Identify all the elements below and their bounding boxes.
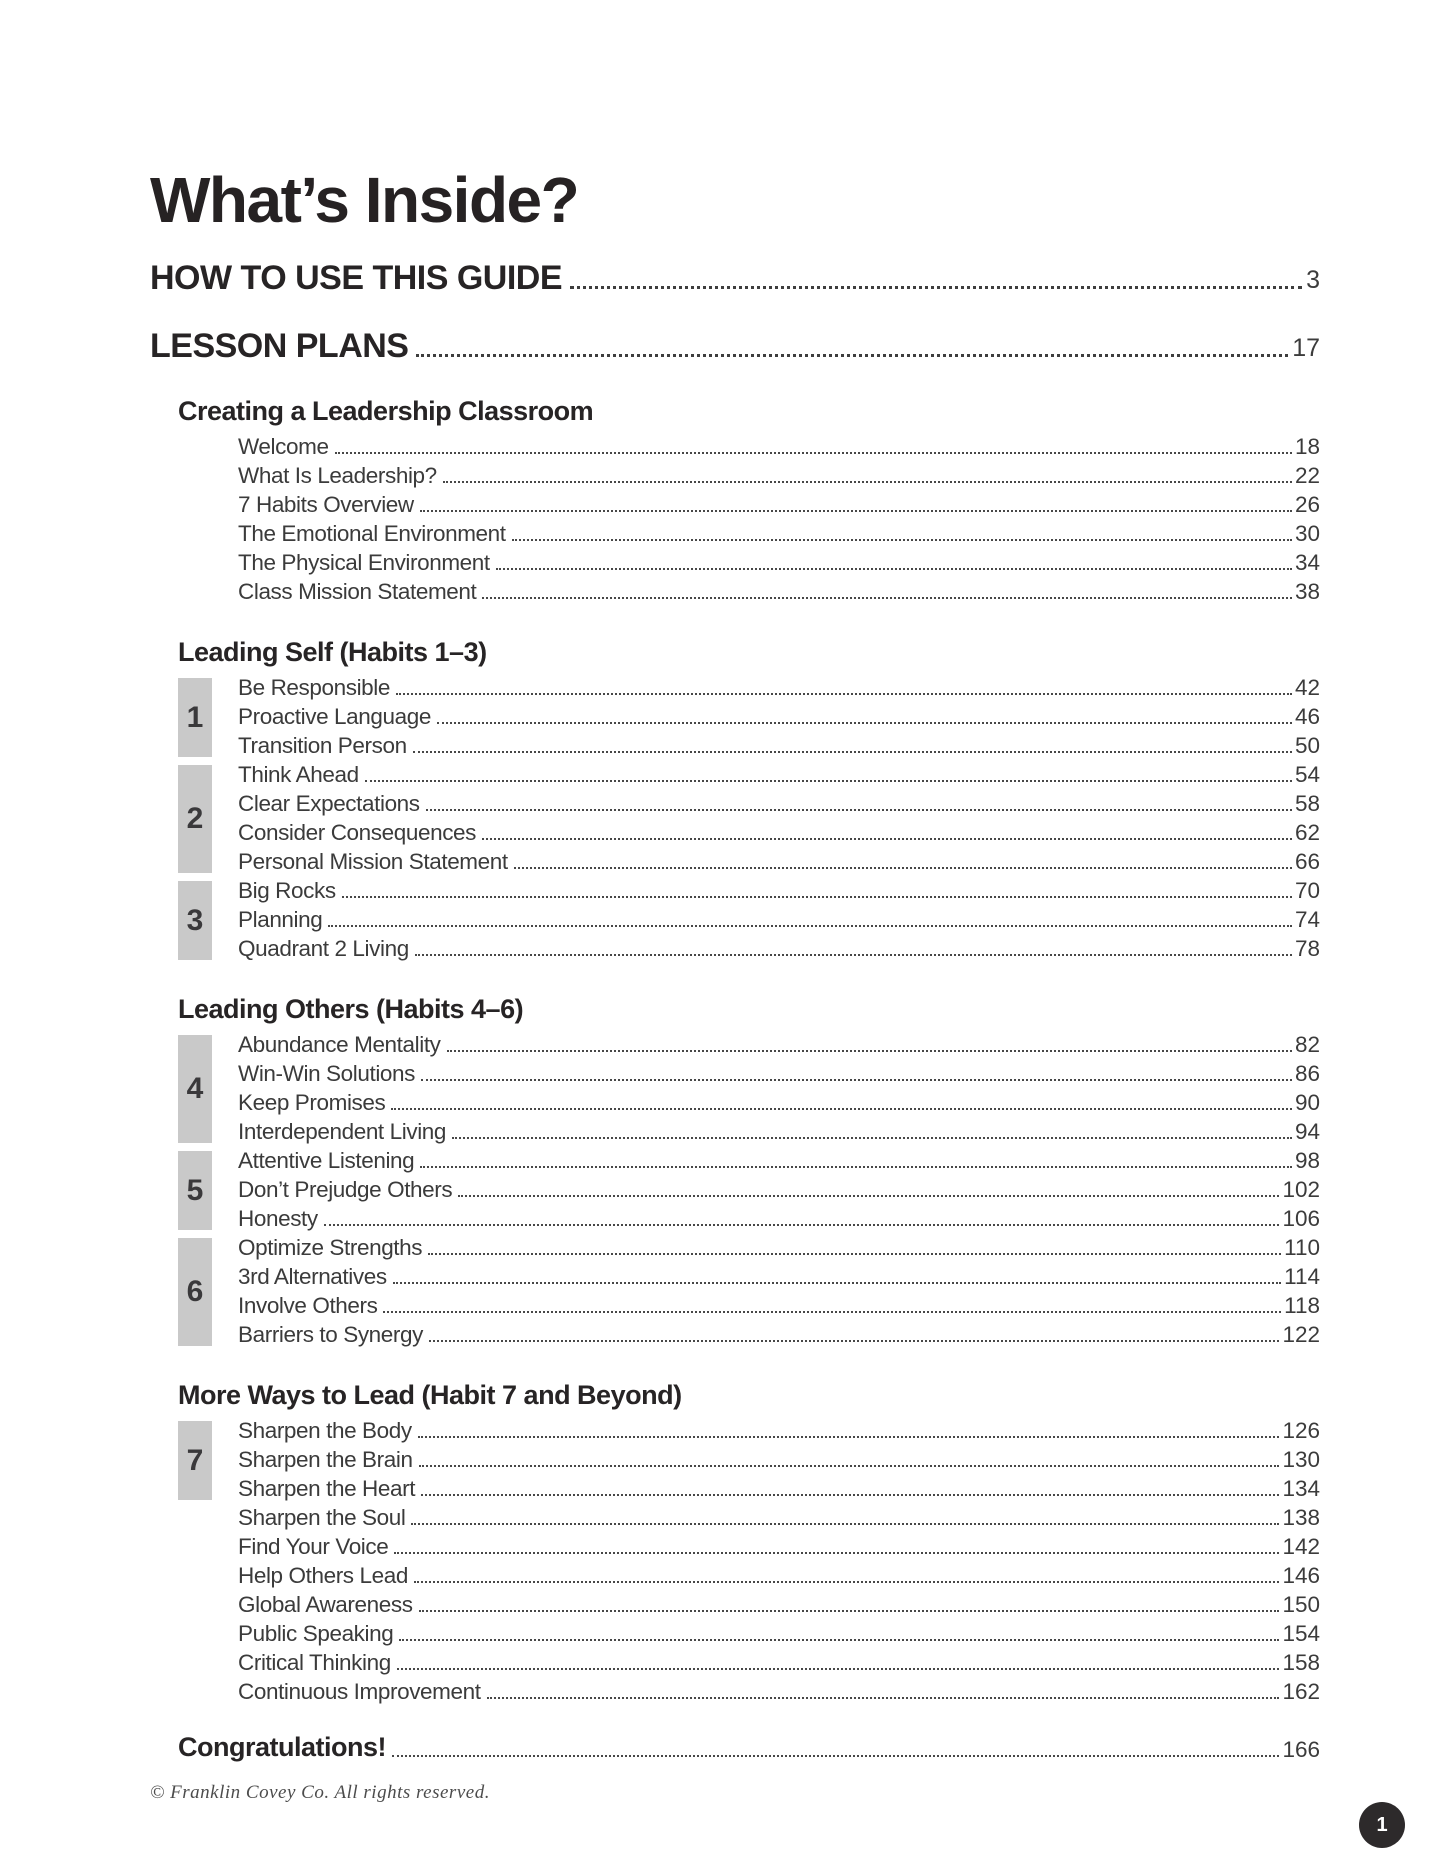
page-number-badge: 1 [1359,1802,1405,1848]
toc-row-label: HOW TO USE THIS GUIDE [150,259,563,297]
entry-label: Think Ahead [238,761,359,787]
entry-page-number: 66 [1294,848,1320,874]
toc-entry [238,1649,1320,1678]
entry-label: Find Your Voice [238,1533,389,1559]
dot-leader [570,286,1302,289]
toc-entry [238,549,1320,578]
toc-entry [238,1678,1320,1707]
entry-label: The Emotional Environment [238,520,506,546]
entry-list [238,1031,1320,1147]
toc-entry [238,819,1320,848]
entry-label: Proactive Language [238,703,431,729]
entry-group-habit-4 [178,1031,1320,1147]
entry-page-number: 98 [1294,1147,1320,1173]
habit-tab-column [178,1504,212,1707]
habit-tab-column [178,1147,212,1234]
toc-entry [238,935,1320,964]
dot-leader [429,1340,1279,1342]
toc-entry [238,790,1320,819]
toc-entry [238,1562,1320,1591]
entry-page-number: 114 [1284,1263,1320,1289]
entry-page-number: 154 [1282,1620,1320,1646]
entry-label: Welcome [238,433,329,459]
dot-leader [418,1436,1280,1438]
toc-row-page-number: 3 [1306,266,1320,294]
dot-leader [419,1465,1280,1467]
entry-label: Class Mission Statement [238,578,477,604]
habit-number-tab: 1 [178,678,212,757]
dot-leader [426,809,1292,811]
toc-entry [238,1475,1320,1504]
entry-page-number: 62 [1294,819,1320,845]
entry-page-number: 162 [1282,1678,1320,1704]
entry-page-number: 142 [1282,1533,1320,1559]
toc-entry [238,1417,1320,1446]
entry-page-number: 118 [1284,1292,1320,1318]
habit-number-tab: 2 [178,765,212,873]
toc-entry [238,578,1320,607]
entry-group-habit-7 [178,1417,1320,1504]
toc-entry [238,1176,1320,1205]
entry-page-number: 18 [1294,433,1320,459]
footer-copyright: © Franklin Covey Co. All rights reserved. [150,1782,490,1803]
dot-leader [328,925,1292,927]
habit-tab-column [178,1031,212,1147]
dot-leader [419,1610,1280,1612]
toc-entry [238,520,1320,549]
entry-page-number: 90 [1294,1089,1320,1115]
entry-label: Sharpen the Soul [238,1504,406,1530]
entry-label: What Is Leadership? [238,462,437,488]
toc-row-page-number: 17 [1292,334,1320,362]
section-heading: More Ways to Lead (Habit 7 and Beyond) [178,1380,682,1410]
dot-leader [421,1079,1292,1081]
toc-entry [238,433,1320,462]
dot-leader [365,780,1292,782]
entry-page-number: 134 [1282,1475,1320,1501]
toc-entry [238,1533,1320,1562]
entry-label: Help Others Lead [238,1562,408,1588]
entry-label: Win-Win Solutions [238,1060,416,1086]
toc-entry [238,1234,1320,1263]
dot-leader [420,510,1292,512]
habit-tab-column [178,1234,212,1350]
entry-page-number: 54 [1294,761,1320,787]
toc-entry [238,1446,1320,1475]
toc-row-congratulations [178,1731,1320,1765]
entry-page-number: 158 [1282,1649,1320,1675]
entry-label: Global Awareness [238,1591,413,1617]
entry-page-number: 50 [1294,732,1320,758]
entry-page-number: 70 [1294,877,1320,903]
entry-label: Sharpen the Body [238,1417,412,1443]
section-more-ways-to-lead [178,1380,1320,1707]
dot-leader [458,1195,1279,1197]
entry-list [238,433,1320,607]
entry-page-number: 86 [1294,1060,1320,1086]
section-leading-self [178,637,1320,964]
entry-label: Planning [238,906,323,932]
entry-group-beyond [178,1504,1320,1707]
entry-label: Consider Consequences [238,819,477,845]
dot-leader [482,597,1292,599]
entry-page-number: 58 [1294,790,1320,816]
toc-entry [238,877,1320,906]
entry-list [238,1147,1320,1234]
dot-leader [437,722,1292,724]
toc-row-label: LESSON PLANS [150,327,409,365]
entry-page-number: 82 [1294,1031,1320,1057]
entry-label: Critical Thinking [238,1649,391,1675]
toc-entry [238,1060,1320,1089]
entry-group-habit-6 [178,1234,1320,1350]
dot-leader [393,1282,1281,1284]
dot-leader [383,1311,1281,1313]
habit-number-tab: 4 [178,1035,212,1143]
section-heading: Creating a Leadership Classroom [178,396,594,426]
entry-list [238,877,1320,964]
toc-entry [238,848,1320,877]
dot-leader [447,1050,1292,1052]
dot-leader [399,1639,1279,1641]
entry-page-number: 34 [1294,549,1320,575]
entry-page-number: 94 [1294,1118,1320,1144]
dot-leader [421,1494,1279,1496]
entry-page-number: 106 [1282,1205,1320,1231]
entry-label: Quadrant 2 Living [238,935,409,961]
entry-label: Abundance Mentality [238,1031,441,1057]
entry-label: Interdependent Living [238,1118,447,1144]
entry-list [238,1417,1320,1504]
toc-entry [238,1147,1320,1176]
dot-leader [496,568,1292,570]
entry-label: Transition Person [238,732,407,758]
dot-leader [443,481,1292,483]
dot-leader [420,1166,1292,1168]
entry-group-habit-3 [178,877,1320,964]
dot-leader [414,1581,1280,1583]
entry-list [238,1504,1320,1707]
dot-leader [413,751,1292,753]
entry-page-number: 22 [1294,462,1320,488]
toc-entry [238,1504,1320,1533]
section-heading: Leading Self (Habits 1–3) [178,637,487,667]
dot-leader [392,1755,1279,1757]
toc-entry [238,1591,1320,1620]
habit-tab-column [178,433,212,607]
section-leading-others [178,994,1320,1350]
dot-leader [428,1253,1281,1255]
entry-page-number: 38 [1294,578,1320,604]
dot-leader [335,452,1292,454]
toc-entry [238,761,1320,790]
entry-page-number: 146 [1282,1562,1320,1588]
dot-leader [415,954,1292,956]
entry-label: Sharpen the Brain [238,1446,413,1472]
entry-label: Clear Expectations [238,790,420,816]
entry-page-number: 150 [1282,1591,1320,1617]
section-creating-leadership-classroom [178,396,1320,607]
entry-page-number: 110 [1284,1234,1320,1260]
habit-tab-column [178,761,212,877]
toc-entry [238,1031,1320,1060]
toc-entry [238,703,1320,732]
entry-page-number: 138 [1282,1504,1320,1530]
entry-label: 3rd Alternatives [238,1263,387,1289]
dot-leader [396,693,1292,695]
entry-page-number: 46 [1294,703,1320,729]
dot-leader [482,838,1292,840]
entry-label: Sharpen the Heart [238,1475,416,1501]
entry-list [238,674,1320,761]
entry-label: Don’t Prejudge Others [238,1176,453,1202]
habit-number-tab: 7 [178,1421,212,1500]
dot-leader [391,1108,1292,1110]
entry-label: Optimize Strengths [238,1234,423,1260]
toc-entry [238,674,1320,703]
entry-label: Keep Promises [238,1089,386,1115]
dot-leader [411,1523,1279,1525]
dot-leader [394,1552,1279,1554]
dot-leader [487,1697,1280,1699]
entry-page-number: 26 [1294,491,1320,517]
entry-label: Public Speaking [238,1620,394,1646]
habit-number-tab: 3 [178,881,212,960]
toc-entry [238,1620,1320,1649]
entry-page-number: 130 [1282,1446,1320,1472]
toc-entry [238,1118,1320,1147]
toc-row-page-number: 166 [1282,1736,1320,1762]
toc-entry [238,906,1320,935]
toc-row-how-to-use [150,258,1320,298]
entry-list [238,1234,1320,1350]
toc-entry [238,1089,1320,1118]
toc-entry [238,491,1320,520]
entry-group-habit-5 [178,1147,1320,1234]
dot-leader [416,354,1288,357]
entry-label: Be Responsible [238,674,390,700]
entry-page-number: 126 [1282,1417,1320,1443]
entry-label: Big Rocks [238,877,336,903]
dot-leader [397,1668,1280,1670]
entry-group-habit-2 [178,761,1320,877]
entry-list [238,761,1320,877]
habit-number-tab: 6 [178,1238,212,1346]
entry-page-number: 102 [1282,1176,1320,1202]
entry-page-number: 42 [1294,674,1320,700]
entry-label: Honesty [238,1205,318,1231]
entry-label: The Physical Environment [238,549,490,575]
habit-tab-column [178,674,212,761]
entry-page-number: 30 [1294,520,1320,546]
entry-label: Personal Mission Statement [238,848,508,874]
section-heading: Leading Others (Habits 4–6) [178,994,524,1024]
entry-page-number: 78 [1294,935,1320,961]
toc-entry [238,1205,1320,1234]
habit-tab-column [178,1417,212,1504]
toc-entry [238,1263,1320,1292]
toc-row-label: Congratulations! [178,1732,386,1762]
dot-leader [514,867,1292,869]
toc-entry [238,462,1320,491]
entry-group [178,433,1320,607]
toc-row-lesson-plans [150,326,1320,366]
dot-leader [324,1224,1280,1226]
entry-group-habit-1 [178,674,1320,761]
toc-entry [238,1292,1320,1321]
entry-label: Barriers to Synergy [238,1321,423,1347]
dot-leader [342,896,1292,898]
entry-label: Involve Others [238,1292,378,1318]
toc-entry [238,732,1320,761]
entry-label: 7 Habits Overview [238,491,414,517]
dot-leader [452,1137,1292,1139]
toc-entry [238,1321,1320,1350]
entry-page-number: 122 [1282,1321,1320,1347]
dot-leader [512,539,1292,541]
habit-tab-column [178,877,212,964]
entry-label: Attentive Listening [238,1147,415,1173]
habit-number-tab: 5 [178,1151,212,1230]
entry-page-number: 74 [1294,906,1320,932]
page-title: What’s Inside? [150,164,579,236]
entry-label: Continuous Improvement [238,1678,481,1704]
